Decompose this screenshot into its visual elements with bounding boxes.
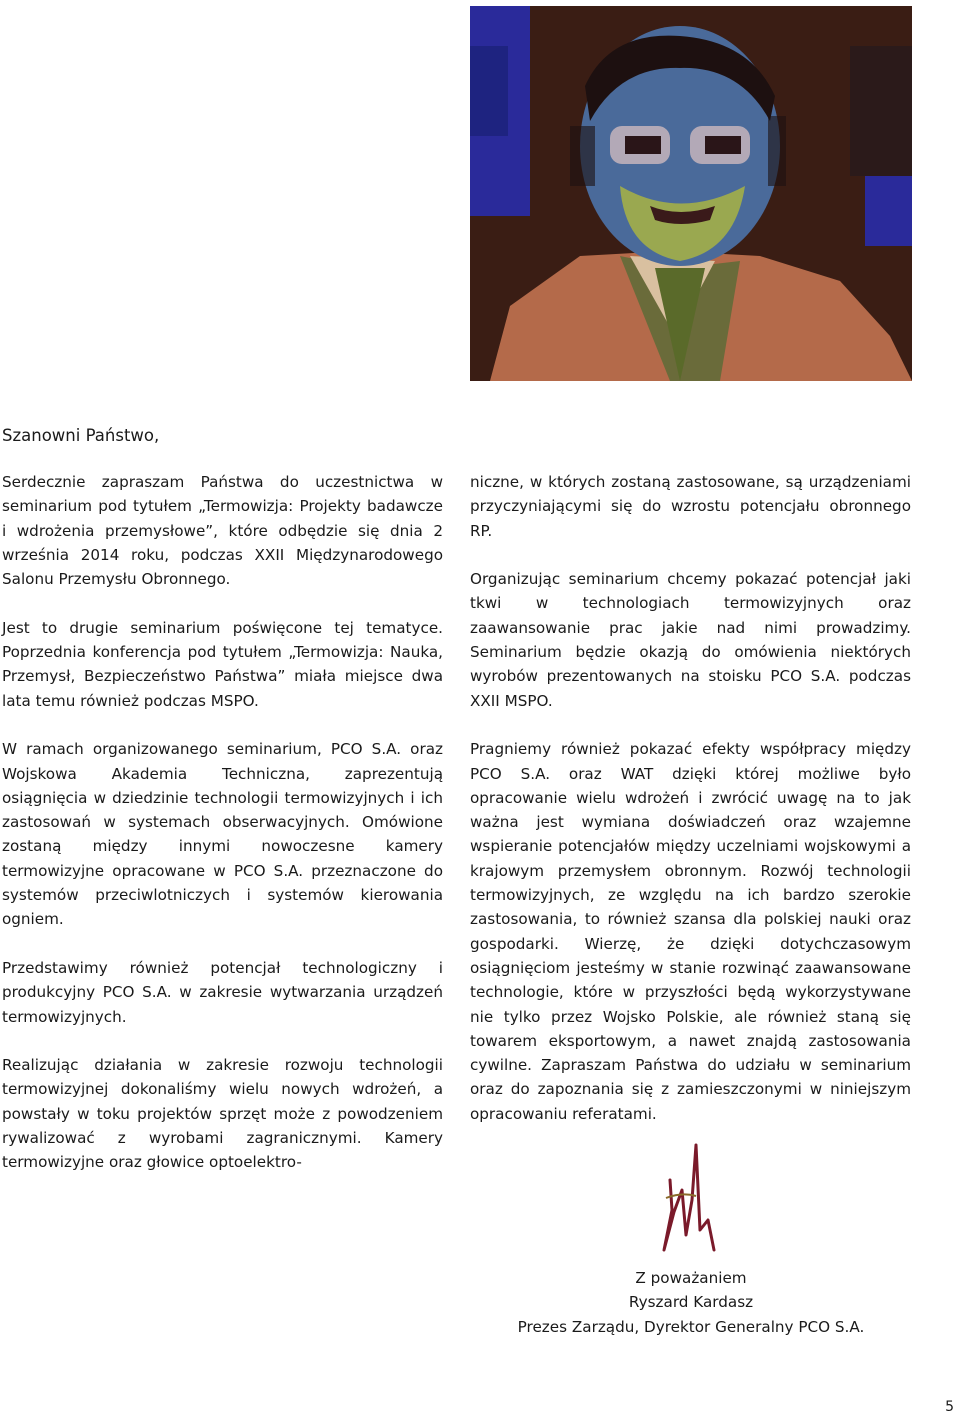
salutation: Szanowni Państwo, [2, 426, 160, 445]
paragraph: Przedstawimy również potencjał technologiczny i produkcyjny PCO S.A. w zakresie wytwarzania urządzeń termowizyjnych. [2, 958, 443, 1026]
paragraph: W ramach organizowanego seminarium, PCO S.A. oraz Wojskowa Akademia Techniczna, zaprezentują osiągnięcia w dziedzinie technologii termowizyjnych i ich zastosowań w systemach obserwacyjnych. Omówione zostaną między innymi nowoczesne kamery termowizyjne opracowane w PCO S.A. przeznaczone do systemów przeciwlotniczych i systemów kierowania ogniem. [2, 740, 443, 929]
closing-block [470, 1266, 912, 1339]
portrait-photo [470, 6, 912, 381]
letter-right-column [470, 470, 911, 1150]
handwritten-signature [652, 1140, 724, 1260]
paragraph: Jest to drugie seminarium poświęcone tej tematyce. Poprzednia konferencja pod tytułem „Termowizja: Nauka, Przemysł, Bezpieczeństwo Państwa” miała miejsce dwa lata temu również podczas MSPO. [2, 618, 443, 710]
paragraph: Realizując działania w zakresie rozwoju technologii termowizyjnej dokonaliśmy wielu nowych wdrożeń, a powstały w toku projektów sprzęt może z powodzeniem rywalizować z wyrobami zagranicznymi. Kamery termowizyjne oraz głowice optoelektro- [2, 1056, 443, 1172]
signatory-name: Ryszard Kardasz [628, 1293, 754, 1312]
letter-left-column [2, 470, 443, 1199]
page-number: 5 [945, 1399, 954, 1415]
portrait-image [470, 6, 912, 381]
paragraph: niczne, w których zostaną zastosowane, są urządzeniami przyczyniającymi się do wzrostu potencjału obronnego RP. [470, 473, 911, 540]
paragraph: Serdecznie zapraszam Państwa do uczestnictwa w seminarium pod tytułem „Termowizja: Projekty badawcze i wdrożenia przemysłowe”, które odbędzie się dnia 2 września 2014 roku, podczas XXII Międzynarodowego Salonu Przemysłu Obronnego. [2, 473, 443, 589]
paragraph: Pragniemy również pokazać efekty współpracy między PCO S.A. oraz WAT dzięki której możliwe było opracowanie wielu wdrożeń i zwrócić uwagę na to jak ważna jest wymiana doświadczeń oraz wzajemne wspieranie potencjałów między uczelniami wojskowymi a krajowym przemysłem obronnym. Rozwój technologii termowizyjnych, ze względu na ich bardzo szerokie zastosowania, to również szansa dla polskiej nauki oraz gospodarki. Wierzę, że dzięki dotychczasowym osiągnięciom jesteśmy w stanie rozwinąć zaawansowane technologie, które w przyszłości będą wykorzystywane nie tylko przez Wojsko Polskie, ale również staną się towarem eksportowym, a nawet znajdą zastosowania cywilne. Zapraszam Państwa do udziału w seminarium oraz do zapoznania się z zamieszczonymi w niniejszym opracowaniu referatami. [470, 740, 911, 1123]
paragraph: Organizując seminarium chcemy pokazać potencjał jaki tkwi w technologiach termowizyjnych oraz zaawansowanie prac jakie nad nimi prowadzimy. Seminarium będzie okazją do omówienia niektórych wyrobów prezentowanych na stoisku PCO S.A. podczas XXII MSPO. [470, 570, 911, 710]
closing-regards: Z poważaniem [635, 1269, 747, 1287]
signatory-title: Prezes Zarządu, Dyrektor Generalny PCO S.A. [517, 1317, 865, 1336]
